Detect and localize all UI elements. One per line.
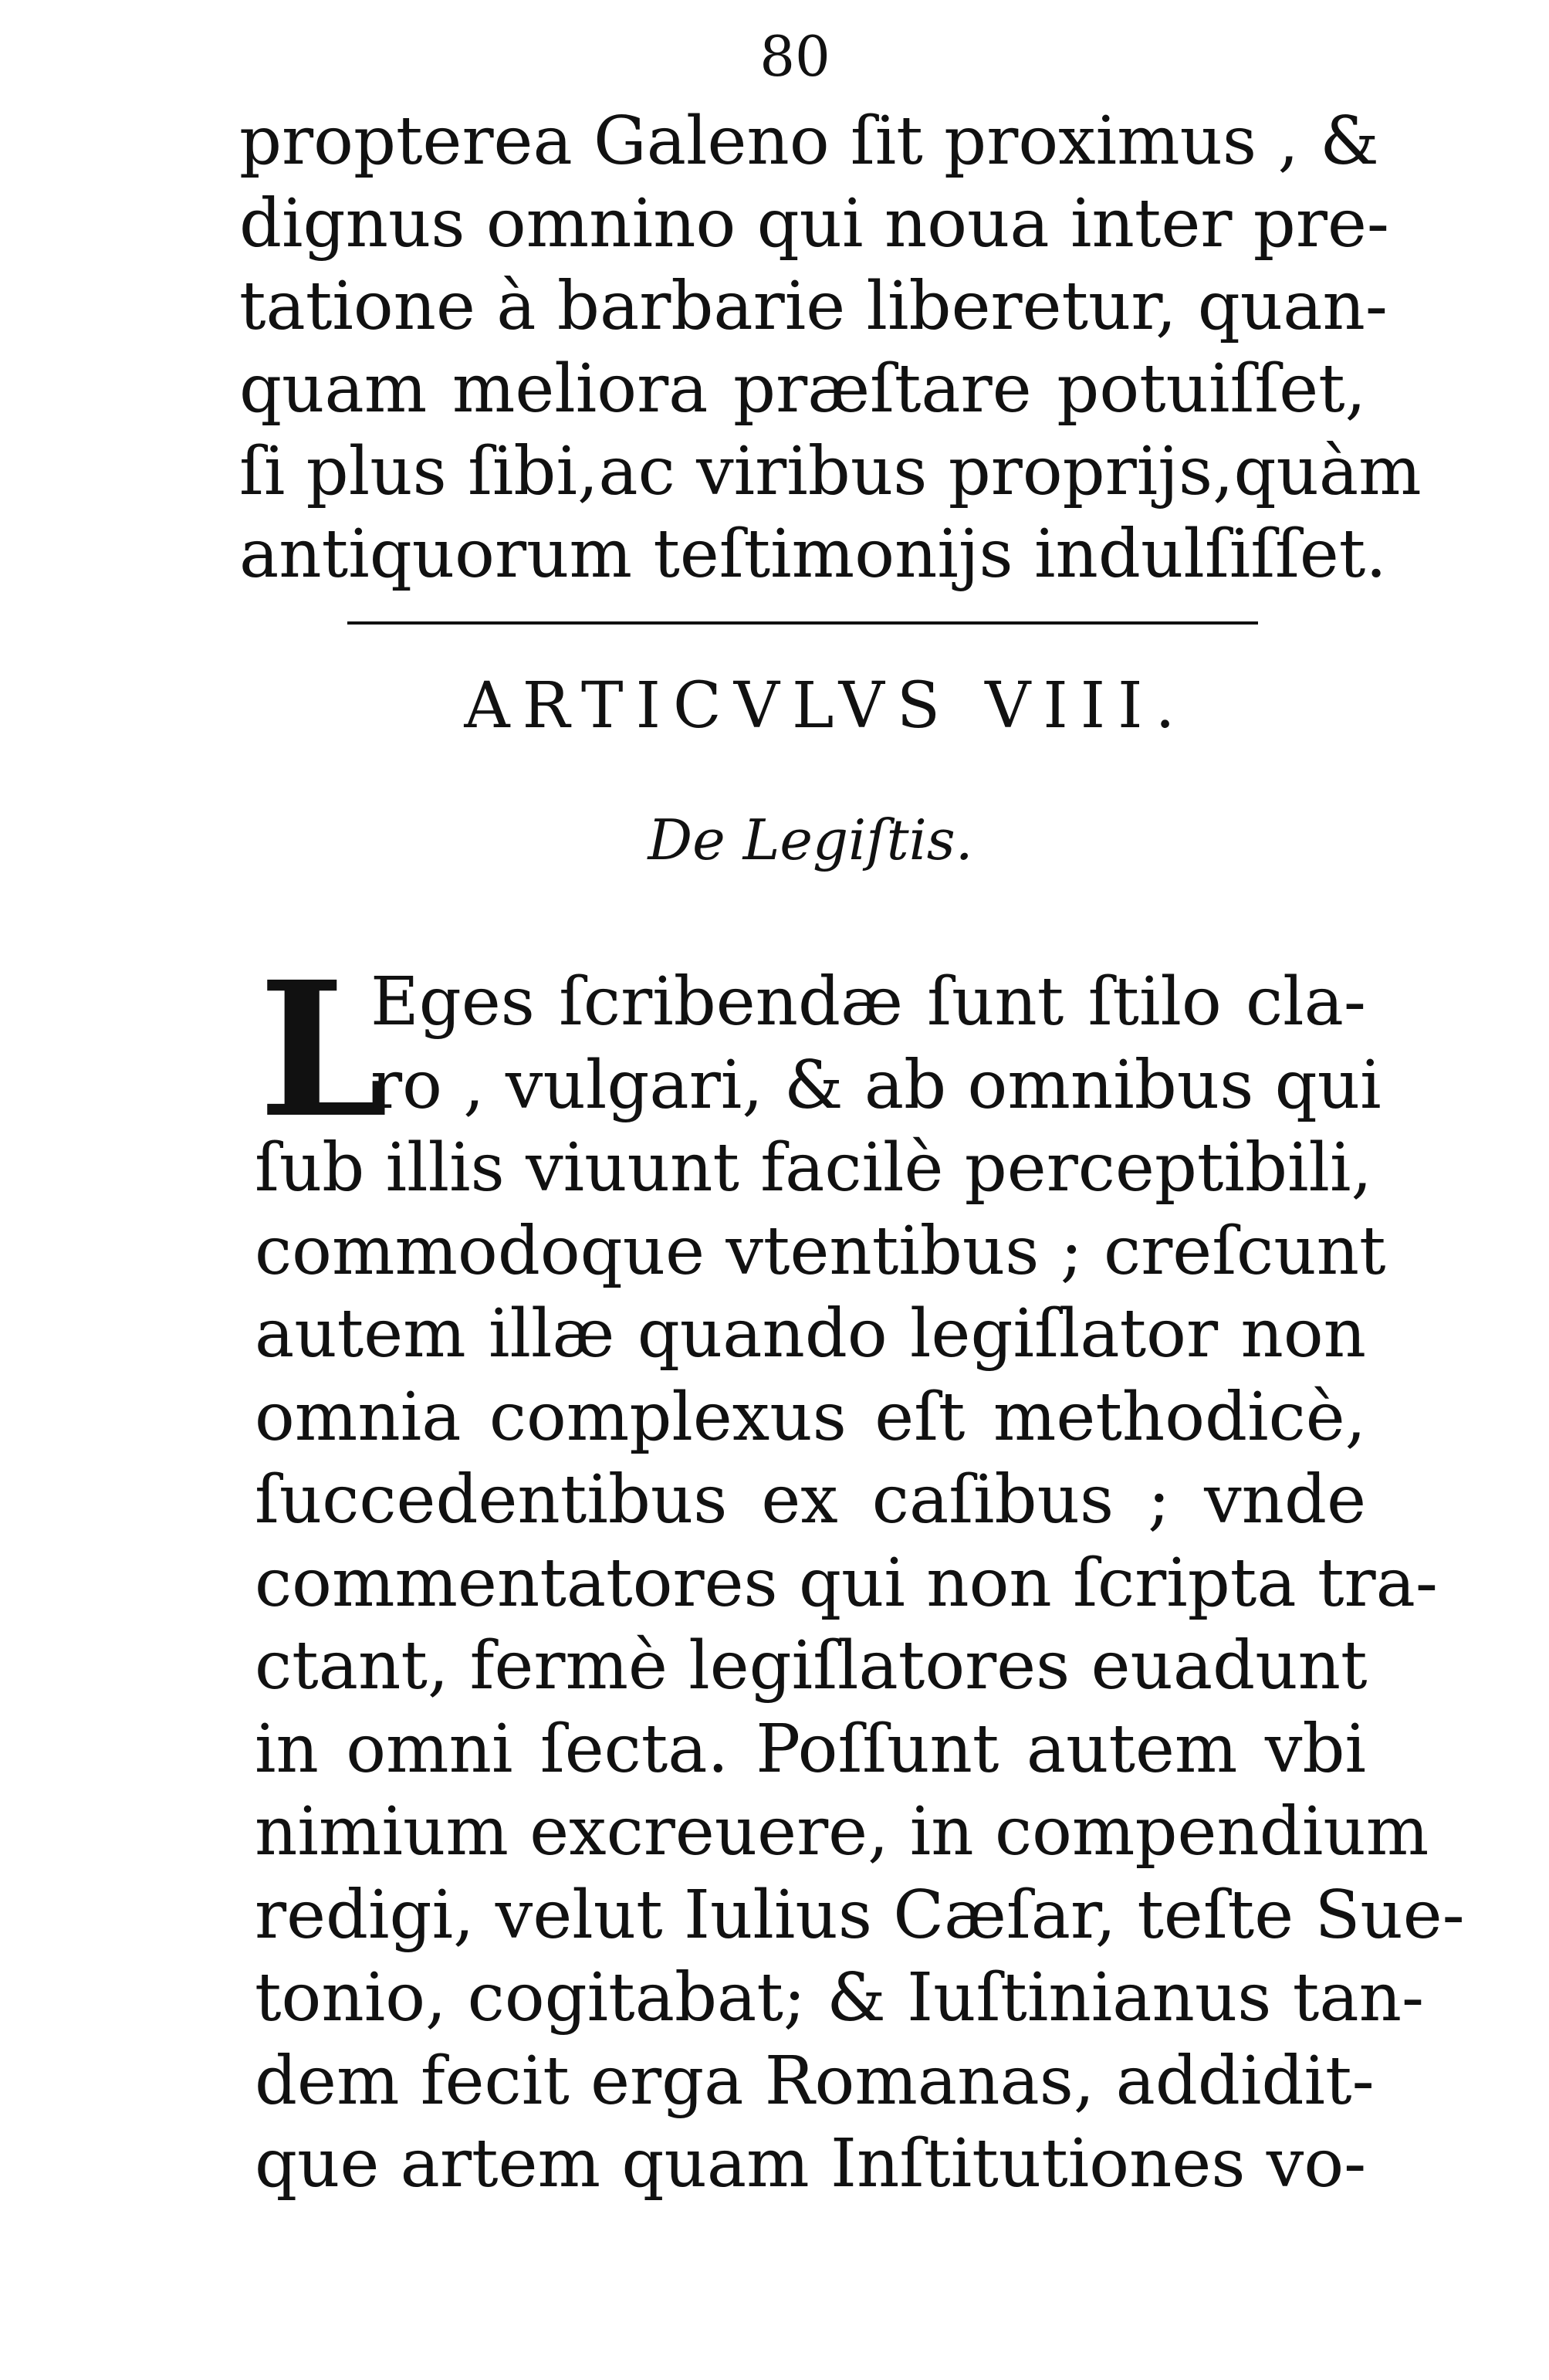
drop-cap-letter: L [259, 941, 389, 1159]
text-line: que artem quam Inſtitutiones vo- [255, 2125, 1367, 2202]
text-line: propterea Galeno ſit proximus , & [239, 103, 1379, 180]
text-line: in omni ſecta. Poſſunt autem vbi [255, 1710, 1366, 1788]
article-paragraph [255, 961, 1465, 2206]
text-line: ſuccedentibus ex caſibus ; vnde [255, 1461, 1366, 1539]
text-line: tonio, cogitabat; & Iuſtinianus tan- [255, 1959, 1425, 2036]
text-line: Eges ſcribendæ ſunt ſtilo cla- [370, 963, 1366, 1041]
text-line: ſub illis viuunt facilè perceptibili, [255, 1129, 1372, 1207]
text-line: ro , vulgari, & ab omnibus qui [370, 1046, 1382, 1124]
text-line: commodoque vtentibus ; creſcunt [255, 1212, 1386, 1290]
text-line: autem illæ quando legiſlator non [255, 1295, 1366, 1373]
text-line: dem fecit erga Romanas, addidit- [255, 2042, 1375, 2120]
text-line: nimium excreuere, in compendium [255, 1793, 1429, 1870]
article-subtitle: De Legiſtis. [648, 807, 973, 872]
section-divider [347, 621, 1258, 625]
page-number: 80 [759, 24, 830, 89]
text-line: omnia complexus eſt methodicè, [255, 1378, 1366, 1456]
text-line: commentatores qui non ſcripta tra- [255, 1544, 1438, 1622]
continuation-paragraph [239, 100, 1422, 596]
text-line: redigi, velut Iulius Cæſar, teſte Sue- [255, 1876, 1465, 1954]
text-line: quam meliora præſtare potuiſſet, [239, 350, 1366, 428]
text-line: ctant, fermè legiſlatores euadunt [255, 1627, 1368, 1705]
article-heading: ARTICVLVS VIII. [464, 669, 1188, 743]
text-line: dignus omnino qui noua inter pre- [239, 185, 1389, 262]
text-line: tatione à barbarie liberetur, quan- [239, 268, 1388, 345]
text-line: antiquorum teſtimonijs indulſiſſet. [239, 516, 1387, 593]
text-line: ſi plus ſibi,ac viribus proprijs,quàm [239, 433, 1422, 510]
